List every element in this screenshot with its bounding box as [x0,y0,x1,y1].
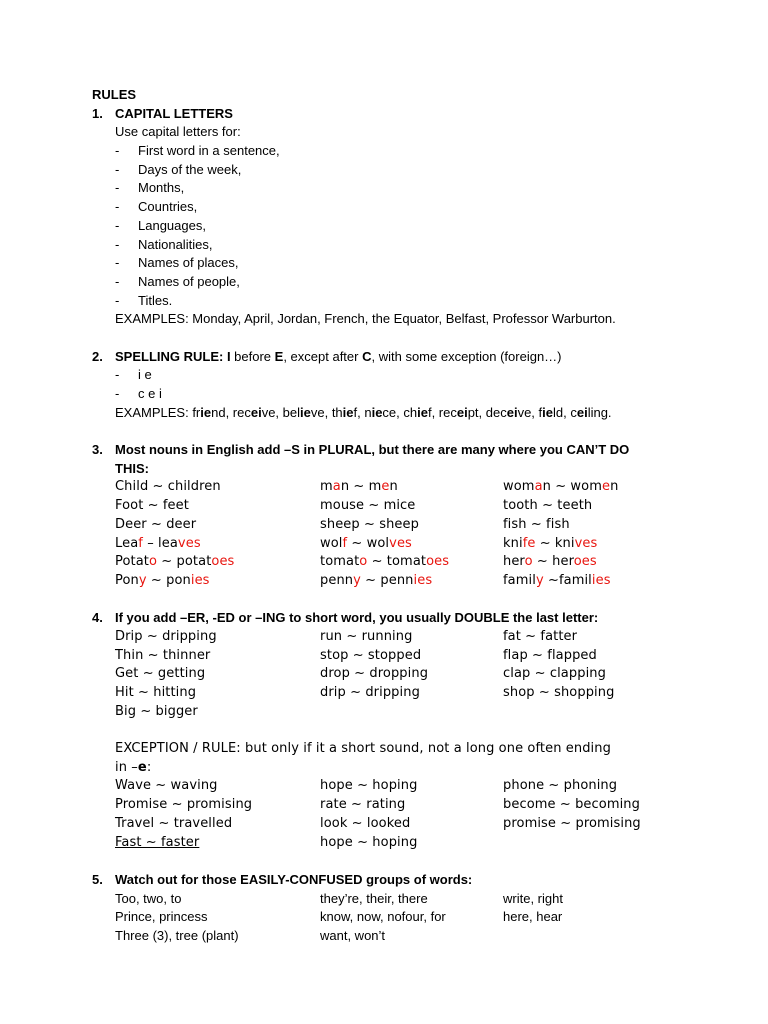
list-dash: - [115,199,120,215]
table-cell: look ~ looked [320,815,411,831]
doubling-table [92,628,712,721]
list-item-text: Names of places, [138,255,239,271]
table-cell: know, now, nofour, for [320,909,446,925]
plural-row: Leaf – leaves wolf ~ wolves knife ~ knives [115,535,598,551]
section-number: 4. [92,610,103,626]
table-row [92,684,712,703]
list-dash: - [115,217,120,233]
list-item-text: Languages, [138,217,206,233]
table-cell: rate ~ rating [320,797,406,813]
plural-row: Potato ~ potatoes tomato ~ tomatoes hero ~ heroes [115,554,597,570]
document-title: RULES [92,87,137,102]
table-row [92,665,712,684]
section-4-heading: 4. If you add –ER, -ED or –ING to short word, you usually DOUBLE the last letter: [92,609,712,628]
plural-row: Deer ~ deer sheep ~ sheep fish ~ fish [115,516,570,532]
section-5-heading: 5. Watch out for those EASILY-CONFUSED groups of words: [92,871,712,890]
table-cell: Get ~ getting [115,666,206,682]
table-cell: drip ~ dripping [320,685,420,700]
table-cell: become ~ becoming [503,797,640,813]
list-item [92,292,712,311]
list-item [92,142,712,161]
table-row [92,927,712,946]
list-item [92,254,712,273]
list-item-text: Months, [138,180,185,196]
list-item [92,198,712,217]
section-number: 5. [92,871,103,887]
table-cell: Prince, princess [115,909,208,925]
plural-row: Child ~ children man ~ men woman ~ women [115,479,619,495]
exception-table [92,777,712,852]
list-dash: - [115,161,120,177]
table-cell: promise ~ promising [503,815,641,831]
exception-text: EXCEPTION / RULE: but only if it a short sound, not a long one often ending [115,741,611,757]
capital-letters-list [92,142,712,310]
table-cell: hope ~ hoping [320,834,418,850]
table-cell: Big ~ bigger [115,703,198,719]
table-cell: run ~ running [320,628,413,644]
table-cell: Three (3), tree (plant) [115,927,239,943]
list-item [92,236,712,255]
section-number: 1. [92,105,103,121]
table-cell: they’re, their, there [320,890,428,906]
table-cell: fat ~ fatter [503,628,578,644]
section-2-examples: EXAMPLES: friend, receive, believe, thief, niece, chief, receipt, deceive, field, ceiling. [115,404,612,420]
list-item [92,217,712,236]
list-item-text: Countries, [138,199,198,215]
table-cell: Fast ~ faster [115,834,200,850]
list-item [92,179,712,198]
table-cell: want, won’t [320,927,386,943]
table-row [92,628,712,647]
list-item [92,273,712,292]
table-row [92,647,712,666]
list-item [92,161,712,180]
spelling-item: - c e i [115,386,162,401]
table-cell: stop ~ stopped [320,647,422,663]
table-row [92,815,712,834]
list-dash: - [115,180,120,196]
section-heading: CAPITAL LETTERS [115,105,233,121]
list-item-text: Nationalities, [138,236,213,252]
list-item-text: Days of the week, [138,161,242,177]
plural-row: Foot ~ feet mouse ~ mice tooth ~ teeth [115,498,593,514]
confused-words-table [92,890,712,946]
plural-row: Pony ~ ponies penny ~ pennies family ~families [115,572,611,588]
document-page [92,86,712,946]
table-cell: Thin ~ thinner [115,647,211,663]
section-1-intro: Use capital letters for: [115,124,241,140]
table-cell: shop ~ shopping [503,685,615,700]
list-dash: - [115,236,120,252]
table-row [92,890,712,909]
spelling-item: - i e [115,367,152,383]
list-dash: - [115,273,120,289]
section-1-heading [92,105,712,124]
table-row [92,834,712,853]
list-dash: - [115,255,120,271]
table-cell: drop ~ dropping [320,666,429,682]
table-cell: Hit ~ hitting [115,685,197,700]
section-number: 2. [92,348,103,364]
table-cell: hope ~ hoping [320,778,418,794]
table-cell: Promise ~ promising [115,797,253,813]
section-2-heading: 2. SPELLING RULE: I before E, except after C, with some exception (foreign…) [92,348,712,367]
table-row [92,703,712,722]
table-cell: Drip ~ dripping [115,628,217,644]
table-cell: Travel ~ travelled [115,815,233,831]
table-cell: Wave ~ waving [115,778,218,794]
table-row [92,777,712,796]
table-cell: write, right [503,890,563,906]
section-number: 3. [92,442,103,458]
table-row [92,908,712,927]
list-item-text: Names of people, [138,273,240,289]
list-item-text: Titles. [138,292,173,308]
table-cell: flap ~ flapped [503,647,597,663]
section-1-examples: EXAMPLES: Monday, April, Jordan, French, the Equator, Belfast, Professor Warburton. [115,311,616,327]
table-cell: phone ~ phoning [503,778,618,794]
list-dash: - [115,292,120,308]
list-item-text: First word in a sentence, [138,143,280,159]
table-cell: Too, two, to [115,890,182,906]
section-3-heading: 3. Most nouns in English add –S in PLURAL, but there are many where you CAN’T DO [92,441,712,460]
table-row [92,796,712,815]
table-cell: clap ~ clapping [503,666,606,682]
list-dash: - [115,143,120,159]
exception-text-cont: in –e: [115,759,152,775]
section-3-heading-cont: THIS: [115,460,149,476]
table-cell: here, hear [503,909,563,925]
